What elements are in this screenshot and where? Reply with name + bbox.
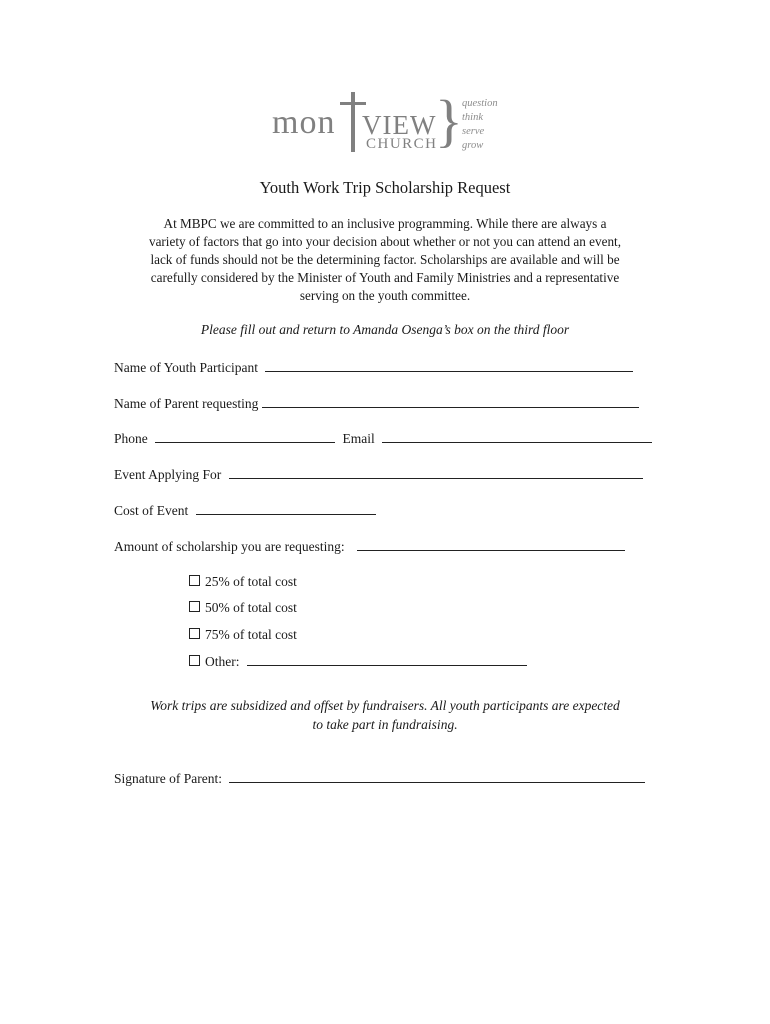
signature-field[interactable] xyxy=(229,770,645,783)
option-75-percent[interactable] xyxy=(189,627,297,643)
signature-label: Signature of Parent: xyxy=(114,771,222,786)
youth-name-row xyxy=(114,359,633,376)
form-title: Youth Work Trip Scholarship Request xyxy=(259,178,511,197)
event-field[interactable] xyxy=(229,466,643,479)
intro-paragraph xyxy=(112,215,658,305)
checkbox-icon[interactable] xyxy=(189,575,200,586)
option-label: Other: xyxy=(205,654,240,669)
checkbox-icon[interactable] xyxy=(189,655,200,666)
phone-field[interactable] xyxy=(155,430,335,443)
email-field[interactable] xyxy=(382,430,652,443)
event-label: Event Applying For xyxy=(114,467,222,482)
email-label: Email xyxy=(342,431,375,446)
youth-name-field[interactable] xyxy=(265,359,633,372)
logo-brace: } xyxy=(435,88,463,153)
logo-word-church: CHURCH xyxy=(366,136,438,152)
parent-name-row xyxy=(114,395,639,412)
option-50-percent[interactable] xyxy=(189,600,297,616)
option-label: 25% of total cost xyxy=(205,574,297,589)
amount-row xyxy=(114,538,625,555)
intro-line: serving on the youth committee. xyxy=(299,288,471,303)
other-field[interactable] xyxy=(247,653,527,666)
cost-field[interactable] xyxy=(196,502,376,515)
option-25-percent[interactable] xyxy=(189,574,297,590)
logo-tagline-think: think xyxy=(462,112,483,123)
intro-line: At MBPC we are committed to an inclusive programming. While there are always a xyxy=(163,216,607,231)
fundraising-note xyxy=(112,696,658,734)
closing-line: Work trips are subsidized and offset by fundraisers. All youth participants are expected xyxy=(150,698,620,713)
logo-tagline-question: question xyxy=(462,98,498,109)
intro-line: lack of funds should not be the determining factor. Scholarships are available and will be xyxy=(150,252,620,267)
intro-line: variety of factors that go into your decision about whether or not you can attend an event, xyxy=(148,234,622,249)
logo-tagline-grow: grow xyxy=(462,140,484,151)
church-logo xyxy=(272,90,512,160)
event-row xyxy=(114,466,643,483)
option-label: 50% of total cost xyxy=(205,600,297,615)
checkbox-icon[interactable] xyxy=(189,628,200,639)
return-instruction: Please fill out and return to Amanda Osenga’s box on the third floor xyxy=(200,322,570,337)
option-other[interactable] xyxy=(189,653,527,670)
youth-name-label: Name of Youth Participant xyxy=(114,360,258,375)
intro-line: carefully considered by the Minister of Youth and Family Ministries and a representative xyxy=(150,270,620,285)
cost-label: Cost of Event xyxy=(114,503,189,518)
phone-label: Phone xyxy=(114,431,148,446)
amount-label: Amount of scholarship you are requesting: xyxy=(114,539,345,554)
closing-line: to take part in fundraising. xyxy=(312,717,458,732)
checkbox-icon[interactable] xyxy=(189,601,200,612)
signature-row xyxy=(114,770,645,787)
parent-name-label: Name of Parent requesting xyxy=(114,396,259,411)
parent-name-field[interactable] xyxy=(262,395,639,408)
contact-row xyxy=(114,430,652,447)
cost-row xyxy=(114,502,376,519)
logo-word-mon: mon xyxy=(272,104,336,141)
option-label: 75% of total cost xyxy=(205,627,297,642)
logo-word-view: VIEW xyxy=(362,110,437,140)
logo-tagline-serve: serve xyxy=(462,126,485,137)
amount-field[interactable] xyxy=(357,538,625,551)
